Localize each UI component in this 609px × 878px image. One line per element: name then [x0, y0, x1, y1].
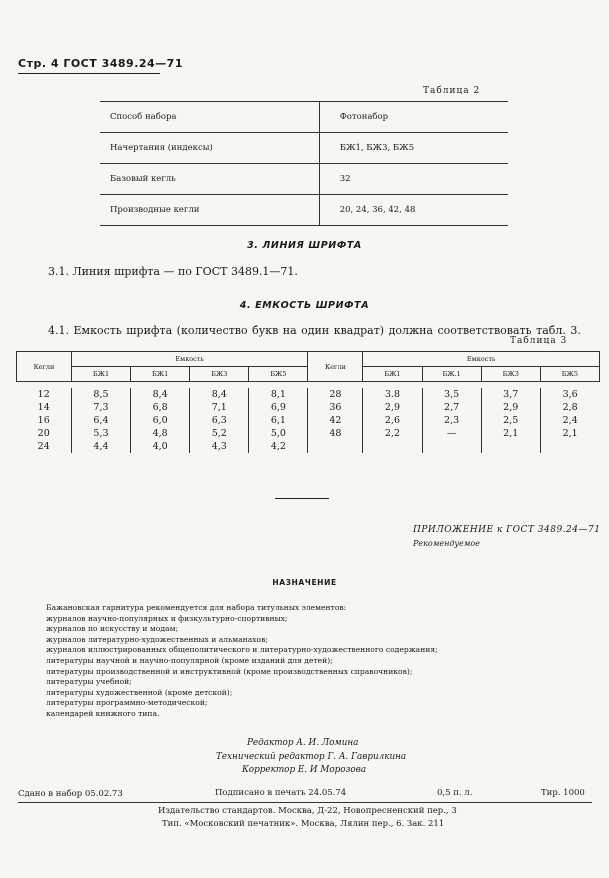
value-cell: 8,5: [71, 388, 130, 401]
value-cell: 4,4: [71, 440, 130, 453]
value-cell: 3.8: [363, 388, 422, 401]
value-cell: 6,1: [249, 414, 308, 427]
value-cell: 2,3: [422, 414, 481, 427]
value-cell: 2,6: [363, 414, 422, 427]
kegl-cell: 28: [308, 388, 363, 401]
table-row: [17, 388, 600, 401]
column-header: БЖ1: [131, 367, 190, 382]
value-cell: 2,5: [481, 414, 540, 427]
table2-row: [100, 164, 508, 195]
printer: Тип. «Московский печатник». Москва, Лялин пер., 6. Зак. 211: [162, 819, 445, 829]
kegl-header: Кегли: [308, 352, 363, 382]
table-row: [17, 414, 600, 427]
body-line: литературы программно-методической;: [46, 698, 208, 708]
body-line: журналов иллюстрированных общеполитического и литературно-художественного содержания;: [46, 645, 438, 655]
value-cell: 2,2: [363, 427, 422, 440]
kegl-cell: 42: [308, 414, 363, 427]
value-cell: 6,8: [131, 401, 190, 414]
value-cell: 6,0: [131, 414, 190, 427]
column-header: БЖ5: [540, 367, 599, 382]
body-line: календарей книжного типа.: [46, 708, 160, 718]
value-cell: 7,3: [71, 401, 130, 414]
table2-label: Начертания (индексы): [100, 133, 319, 164]
body-line: литературы художественной (кроме детской);: [46, 687, 233, 697]
table2-value: БЖ1, БЖ3, БЖ5: [319, 133, 508, 164]
table2-value: Фотонабор: [319, 102, 508, 133]
body-line: литературы учебной;: [46, 677, 132, 687]
kegl-cell: 36: [308, 401, 363, 414]
emkost-header: Емкость: [71, 352, 308, 367]
print-run: Тир. 1000: [541, 788, 585, 798]
tech-editor: Технический редактор Г. А. Гаврилкина: [216, 752, 407, 762]
value-cell: 3,6: [540, 388, 599, 401]
table2-row: [100, 102, 508, 133]
kegl-cell: 20: [37, 428, 50, 439]
table-row: [17, 427, 600, 440]
value-cell: 4,0: [131, 440, 190, 453]
emkost-header: Емкость: [363, 352, 600, 367]
table2-value: 32: [319, 164, 508, 195]
kegl-cell: 48: [308, 427, 363, 440]
column-header: БЖ1: [363, 367, 422, 382]
body-line: Бажановская гарнитура рекомендуется для набора титульных элементов:: [46, 603, 347, 612]
kegl-header: Кегли: [17, 352, 72, 382]
value-cell: 6,9: [249, 401, 308, 414]
value-cell: —: [422, 427, 481, 440]
value-cell: 4,2: [249, 440, 308, 453]
appendix-body: [46, 603, 438, 720]
table2-row: [100, 133, 508, 164]
editor: Редактор А. И. Ломина: [247, 738, 359, 748]
section4-text: 4.1. Емкость шрифта (количество букв на один квадрат) должна соответствовать табл. 3.: [48, 324, 581, 337]
value-cell: 2,7: [422, 401, 481, 414]
footer-rule: [18, 802, 592, 803]
value-cell: 3,5: [422, 388, 481, 401]
table2-label: Базовый кегль: [100, 164, 319, 195]
value-cell: 2,9: [481, 401, 540, 414]
table2: [100, 101, 508, 226]
table2-row: [100, 195, 508, 226]
body-line: журналов литературно-художественных и альманахов;: [46, 634, 268, 644]
value-cell: 5,2: [190, 427, 249, 440]
table2-label: Способ набора: [100, 102, 319, 133]
kegl-cell: 12: [37, 389, 50, 400]
table3-caption: Таблица 3: [510, 336, 568, 346]
corrector: Корректор Е. И Морозова: [242, 765, 367, 775]
value-cell: 6,4: [71, 414, 130, 427]
table2-label: Производные кегли: [100, 195, 319, 226]
table3: [16, 351, 600, 453]
column-header: БЖ3: [481, 367, 540, 382]
section3-text: 3.1. Линия шрифта — по ГОСТ 3489.1—71.: [48, 265, 298, 278]
appendix-subtitle: Рекомендуемое: [413, 539, 480, 548]
column-header: БЖ1: [71, 367, 130, 382]
kegl-cell: 16: [37, 415, 50, 426]
section3-title: 3. ЛИНИЯ ШРИФТА: [247, 240, 362, 251]
kegl-cell: 14: [37, 402, 50, 413]
signed-to-print: Подписано в печать 24.05.74: [215, 788, 347, 798]
value-cell: 4,3: [190, 440, 249, 453]
value-cell: 8,4: [190, 388, 249, 401]
value-cell: 7,1: [190, 401, 249, 414]
header-rule: [18, 73, 160, 74]
column-header: БЖ.1: [422, 367, 481, 382]
table2-value: 20, 24, 36, 42, 48: [319, 195, 508, 226]
value-cell: 2,8: [540, 401, 599, 414]
print-sheets: 0,5 п. л.: [437, 788, 473, 798]
value-cell: 5,0: [249, 427, 308, 440]
value-cell: 2,9: [363, 401, 422, 414]
table-row: [17, 440, 600, 453]
kegl-cell: 24: [37, 441, 50, 452]
value-cell: 2,4: [540, 414, 599, 427]
value-cell: 2,1: [481, 427, 540, 440]
appendix-heading: НАЗНАЧЕНИЕ: [272, 578, 337, 587]
value-cell: 8,1: [249, 388, 308, 401]
table-row: [17, 401, 600, 414]
table2-caption: Таблица 2: [423, 86, 481, 96]
page-header: Стр. 4 ГОСТ 3489.24—71: [18, 57, 183, 70]
value-cell: 3,7: [481, 388, 540, 401]
column-header: БЖ5: [249, 367, 308, 382]
column-header: БЖ3: [190, 367, 249, 382]
value-cell: 5,3: [71, 427, 130, 440]
value-cell: 6,3: [190, 414, 249, 427]
value-cell: 4,8: [131, 427, 190, 440]
publisher: Издательство стандартов. Москва, Д-22, Новопресненский пер., 3: [158, 806, 457, 816]
body-line: журналов по искусству и модам;: [46, 624, 179, 634]
sent-to-set: Сдано в набор 05.02.73: [18, 789, 123, 799]
body-line: литературы производственной и инструктивной (кроме производственных справочников);: [46, 666, 413, 676]
value-cell: 2,1: [540, 427, 599, 440]
body-line: литературы научной и научно-популярной (кроме изданий для детей);: [46, 655, 333, 665]
section4-title: 4. ЕМКОСТЬ ШРИФТА: [239, 300, 370, 311]
value-cell: 8,4: [131, 388, 190, 401]
body-line: журналов научно-популярных и физкультурно-спортивных;: [46, 613, 288, 623]
divider: [275, 498, 329, 499]
appendix-title: ПРИЛОЖЕНИЕ к ГОСТ 3489.24—71: [413, 525, 601, 535]
